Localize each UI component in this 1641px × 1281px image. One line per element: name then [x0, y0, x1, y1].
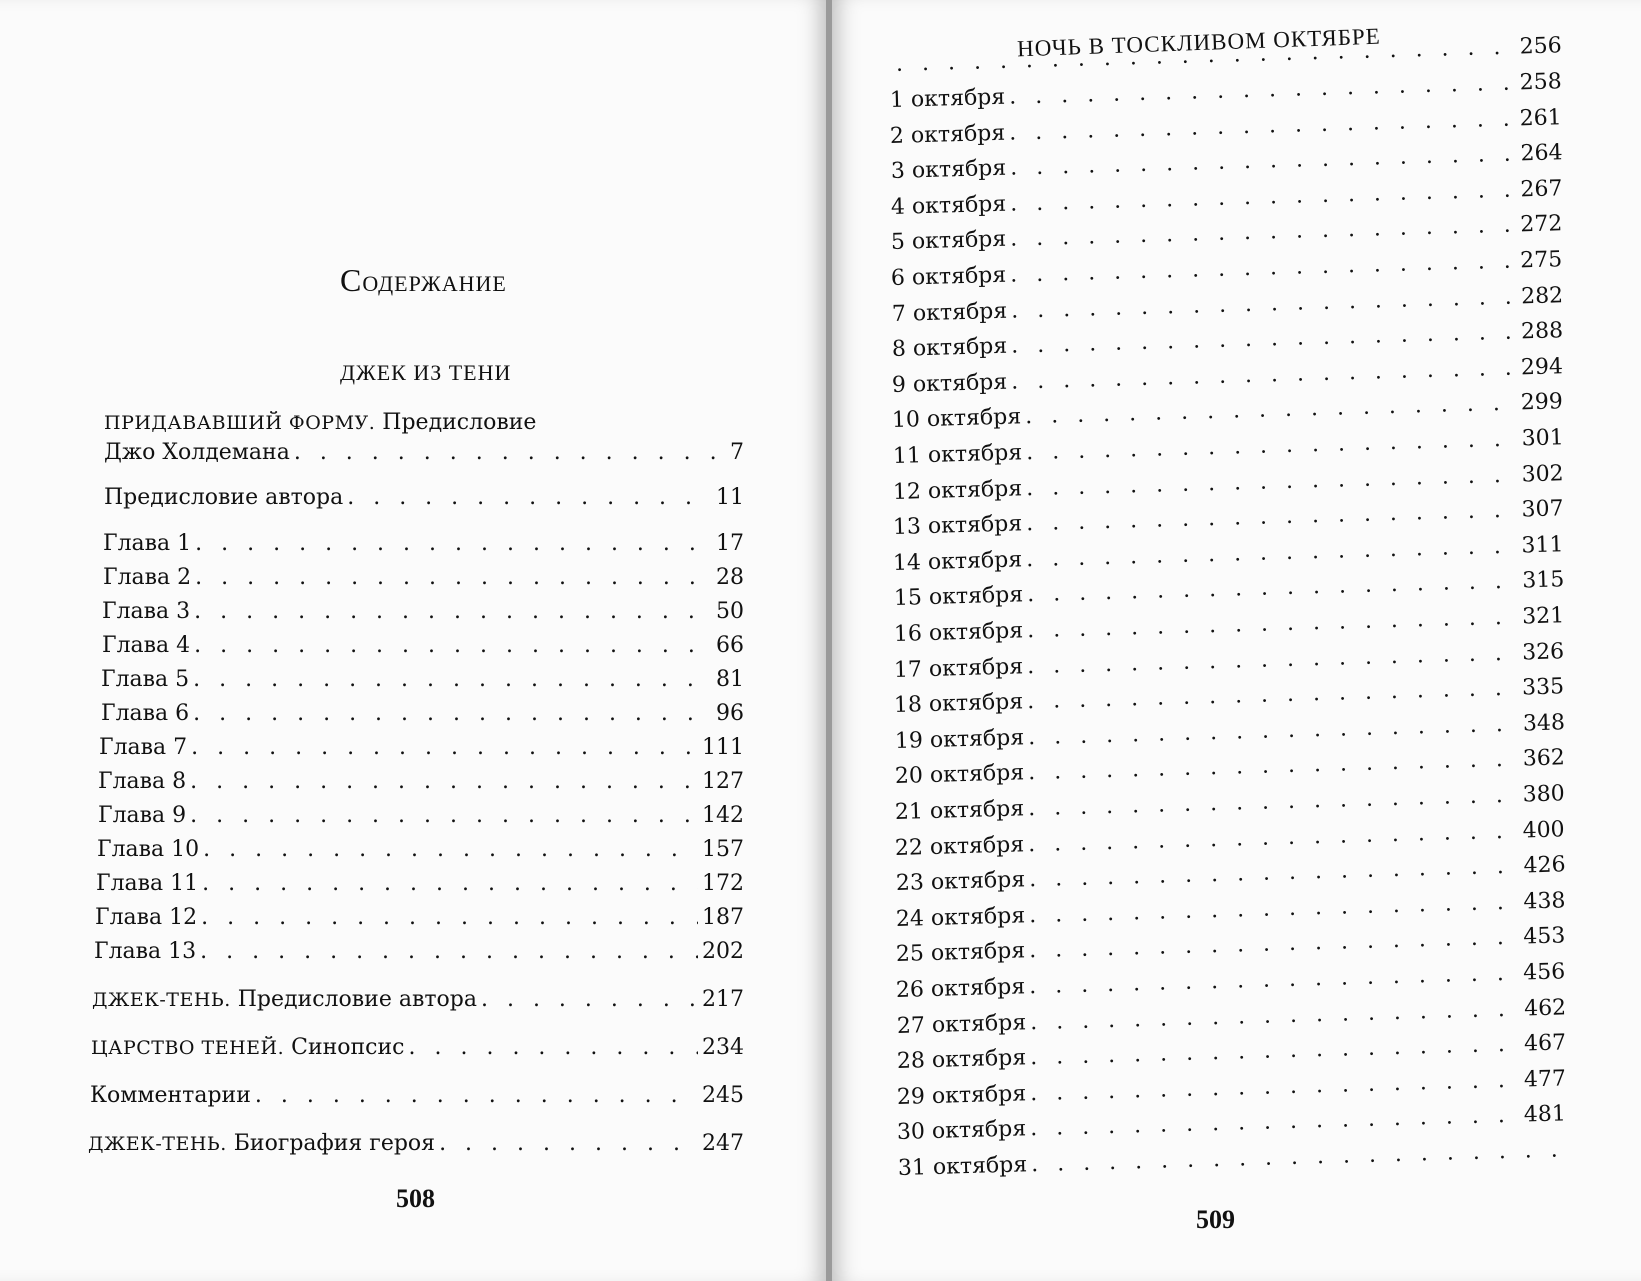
entry-label: 5 октября	[890, 227, 1007, 256]
entry-page: 348	[1522, 710, 1565, 737]
entry-caps: ЦАРСТВО ТЕНЕЙ.	[91, 1037, 285, 1059]
entry-label: 4 октября	[890, 191, 1007, 220]
entry-label: 2 октября	[889, 120, 1006, 149]
entry-label: Глава 8	[98, 769, 187, 794]
entry-page: 245	[702, 1083, 744, 1108]
toc-entry	[892, 390, 1564, 434]
entry-label: 30 октября	[896, 1116, 1027, 1146]
toc-entry	[98, 803, 744, 828]
toc-entry	[890, 69, 1562, 113]
entry-page: 7	[730, 440, 744, 465]
toc-entry	[101, 701, 744, 726]
leader-dots	[1028, 783, 1519, 822]
leader-dots	[1027, 676, 1519, 715]
entry-page: 28	[716, 565, 744, 590]
entry-page: 17	[716, 531, 744, 556]
leader-dots	[1027, 711, 1518, 750]
entry-label: 25 октября	[895, 938, 1026, 968]
entry-page: 282	[1520, 282, 1563, 310]
leader-dots	[409, 1035, 699, 1060]
toc-entry	[91, 1035, 744, 1060]
entry-label: Глава 1	[103, 531, 192, 556]
entry-page: 202	[702, 939, 744, 964]
toc-entry	[893, 496, 1564, 540]
leader-dots	[1026, 569, 1518, 608]
entry-page: 438	[1522, 888, 1566, 915]
toc-entry	[897, 1102, 1567, 1146]
toc-entry	[895, 817, 1565, 861]
entry-label: Предисловие автора	[104, 485, 344, 510]
leader-dots	[1030, 1067, 1520, 1106]
entry-page: 467	[1523, 1030, 1567, 1057]
entry-page: 50	[716, 599, 744, 624]
toc-entry	[892, 461, 1563, 505]
entry-page: 157	[702, 837, 744, 862]
leader-dots	[1027, 640, 1519, 679]
toc-entry	[896, 924, 1566, 968]
leader-dots	[195, 565, 712, 590]
toc-entry	[95, 905, 744, 930]
toc-entry	[894, 639, 1565, 683]
entry-label: 23 октября	[895, 867, 1026, 897]
leader-dots	[1027, 605, 1519, 644]
toc-entry	[890, 105, 1562, 149]
entry-label	[91, 1035, 405, 1060]
leader-dots	[1011, 355, 1517, 394]
entry-label: 19 октября	[894, 725, 1025, 754]
entry-label: Глава 12	[95, 905, 198, 930]
entry-page: 481	[1523, 1101, 1567, 1128]
leader-dots	[1028, 818, 1519, 857]
entry-label: Глава 7	[99, 735, 188, 760]
toc-entry	[895, 852, 1565, 896]
leader-dots	[1009, 142, 1516, 181]
leader-dots	[1011, 320, 1518, 359]
intro-rest: Предисловие	[375, 410, 537, 435]
entry-page: 234	[702, 1035, 744, 1060]
section-title-jack: ДЖЕК ИЗ ТЕНИ	[340, 360, 512, 385]
entry-label: 28 октября	[896, 1045, 1027, 1075]
leader-dots	[1029, 996, 1520, 1035]
toc-entry	[94, 939, 744, 964]
entry-page: 288	[1520, 318, 1564, 345]
entry-page: 299	[1520, 389, 1564, 416]
entry-label: 29 октября	[896, 1081, 1027, 1110]
entry-page: 96	[716, 701, 744, 726]
entry-label: Джо Холдемана	[104, 440, 290, 465]
entry-label: 31 октября	[897, 1152, 1028, 1181]
toc-entry	[96, 871, 744, 896]
entry-label: 1 октября	[889, 84, 1006, 113]
entry-label	[92, 987, 477, 1012]
entry-label: 20 октября	[894, 760, 1025, 790]
entry-label: Глава 11	[96, 871, 199, 896]
toc-entry	[92, 987, 744, 1012]
leader-dots	[255, 1083, 698, 1108]
entry-label: 27 октября	[896, 1009, 1027, 1039]
leader-dots	[191, 735, 698, 760]
entry-label	[88, 1131, 435, 1156]
leader-dots	[1028, 747, 1519, 786]
entry-page: 453	[1523, 923, 1566, 950]
leader-dots	[1010, 284, 1517, 323]
leader-dots	[481, 987, 698, 1012]
entry-page: 111	[702, 735, 744, 760]
entry-label: 24 октября	[895, 903, 1026, 932]
toc-entry	[893, 603, 1564, 647]
entry-label: 13 октября	[892, 511, 1023, 541]
entry-label: 21 октября	[894, 796, 1025, 825]
leader-dots	[203, 837, 698, 862]
toc-entry	[897, 1137, 1566, 1181]
entry-rest: Предисловие автора	[230, 987, 477, 1012]
leader-dots	[201, 905, 698, 930]
leader-dots	[1025, 391, 1517, 430]
toc-entry	[896, 959, 1566, 1003]
entry-page: 302	[1521, 460, 1564, 488]
toc-entry	[103, 531, 744, 556]
intro-line-1	[104, 410, 536, 435]
entry-page: 172	[702, 871, 744, 896]
entry-caps: ДЖЕК-ТЕНЬ.	[92, 989, 231, 1011]
entry-page: 321	[1521, 603, 1565, 630]
toc-entry	[102, 633, 744, 658]
leader-dots	[1009, 106, 1516, 145]
entry-page: 261	[1519, 104, 1563, 132]
entry-page: 462	[1523, 994, 1566, 1022]
toc-entry	[88, 1131, 744, 1156]
leader-dots	[1025, 427, 1517, 466]
toc-entry	[896, 1031, 1566, 1075]
entry-page: 456	[1523, 959, 1566, 986]
entry-page: 477	[1523, 1066, 1567, 1093]
page-number-right: 509	[1196, 1205, 1235, 1234]
toc-entry	[101, 667, 744, 692]
toc-entry	[892, 425, 1563, 469]
leader-dots	[1029, 961, 1520, 1000]
entry-page: 307	[1521, 496, 1564, 523]
entry-page: 275	[1520, 247, 1563, 274]
leader-dots	[194, 599, 712, 624]
leader-dots	[200, 939, 698, 964]
entry-page: 256	[1519, 33, 1563, 60]
leader-dots	[1029, 925, 1520, 964]
entry-page: 326	[1521, 638, 1565, 666]
section-title-october: НОЧЬ В ТОСКЛИВОМ ОКТЯБРЕ	[1016, 23, 1382, 62]
entry-page: 264	[1519, 140, 1563, 167]
entry-rest: Биография героя	[226, 1131, 436, 1156]
entry-page: 142	[702, 803, 744, 828]
leader-dots	[1009, 71, 1516, 110]
entry-page: 11	[716, 485, 744, 510]
toc-entry	[893, 568, 1564, 612]
leader-dots	[1028, 854, 1519, 893]
entry-page: 267	[1519, 176, 1563, 203]
toc-entry	[98, 769, 744, 794]
entry-label: Глава 6	[101, 701, 190, 726]
entry-label: Глава 5	[101, 667, 190, 692]
entry-page: 187	[702, 905, 744, 930]
toc-entry	[891, 247, 1563, 291]
entry-label: Глава 3	[102, 599, 191, 624]
entry-label: Глава 10	[97, 837, 200, 862]
leader-dots	[1030, 1137, 1562, 1177]
entry-label: Глава 4	[102, 633, 191, 658]
leader-dots	[190, 803, 698, 828]
intro-caps: ПРИДАВАВШИЙ ФОРМУ.	[104, 412, 376, 434]
entry-page: 335	[1521, 674, 1565, 701]
entry-label: Глава 2	[103, 565, 192, 590]
leader-dots	[1030, 1032, 1521, 1071]
leader-dots	[1026, 498, 1518, 537]
leader-dots	[195, 531, 712, 556]
leader-dots	[194, 633, 712, 658]
leader-dots	[1030, 1103, 1520, 1142]
entry-label: 10 октября	[891, 404, 1022, 434]
leader-dots	[294, 440, 726, 465]
entry-label: 22 октября	[894, 831, 1025, 861]
entry-page: 362	[1522, 745, 1565, 772]
right-page	[832, 0, 1641, 1281]
entry-page: 81	[716, 667, 744, 692]
entry-caps: ДЖЕК-ТЕНЬ.	[88, 1133, 227, 1155]
entry-page: 247	[702, 1131, 744, 1156]
page-number-left: 508	[396, 1184, 435, 1213]
leader-dots	[193, 667, 712, 692]
toc-entry	[104, 485, 744, 510]
entry-label: Глава 13	[94, 939, 197, 964]
entry-label: 8 октября	[891, 333, 1008, 363]
entry-page: 400	[1522, 816, 1566, 844]
entry-label: 9 октября	[891, 369, 1008, 398]
entry-label: 3 октября	[890, 155, 1007, 185]
entry-label: 17 октября	[893, 653, 1024, 683]
entry-page: 294	[1520, 354, 1564, 381]
toc-entry	[97, 837, 744, 862]
toc-entry	[103, 565, 744, 590]
entry-page: 311	[1521, 532, 1565, 559]
toc-entry	[894, 674, 1565, 718]
toc-entry	[890, 140, 1562, 184]
entry-page: 258	[1519, 69, 1563, 96]
leader-dots	[1010, 249, 1517, 288]
leader-dots	[347, 485, 712, 510]
leader-dots	[1026, 533, 1518, 572]
entry-label: 12 октября	[892, 475, 1023, 505]
entry-page: 301	[1520, 425, 1564, 452]
entry-label: 26 октября	[895, 974, 1026, 1003]
leader-dots	[1010, 177, 1517, 216]
toc-entry	[891, 283, 1563, 327]
toc-entry	[99, 735, 744, 760]
entry-label: 14 октября	[892, 547, 1023, 576]
leader-dots	[193, 701, 712, 726]
leader-dots	[202, 871, 698, 896]
toc-entry	[102, 599, 744, 624]
entry-label: 6 октября	[890, 262, 1007, 291]
entry-label: 18 октября	[893, 689, 1024, 719]
toc-entry	[895, 781, 1565, 825]
entry-page: 315	[1521, 567, 1565, 594]
entry-page: 272	[1519, 211, 1563, 238]
entry-label: 11 октября	[892, 440, 1023, 469]
toc-entry	[896, 995, 1566, 1039]
leader-dots	[1029, 889, 1520, 928]
entry-page: 217	[702, 987, 744, 1012]
entry-rest: Синопсис	[284, 1035, 405, 1060]
toc-entry	[90, 1083, 744, 1108]
entry-page: 66	[716, 633, 744, 658]
toc-entry	[104, 440, 744, 465]
leader-dots	[190, 769, 698, 794]
entry-page: 380	[1522, 781, 1566, 808]
leader-dots	[1026, 462, 1518, 501]
entry-label: 16 октября	[893, 618, 1024, 647]
toc-title: Содержание	[340, 262, 507, 298]
toc-entry	[894, 746, 1565, 790]
toc-entry	[891, 212, 1563, 256]
leader-dots	[439, 1131, 698, 1156]
entry-label: Комментарии	[90, 1083, 251, 1108]
entry-label: 7 октября	[891, 298, 1008, 327]
entry-page: 127	[702, 769, 744, 794]
entry-page: 426	[1522, 852, 1566, 879]
entry-label: 15 октября	[893, 582, 1024, 612]
toc-entry	[891, 318, 1563, 362]
entry-label: Глава 9	[98, 803, 187, 828]
leader-dots	[1010, 213, 1517, 252]
